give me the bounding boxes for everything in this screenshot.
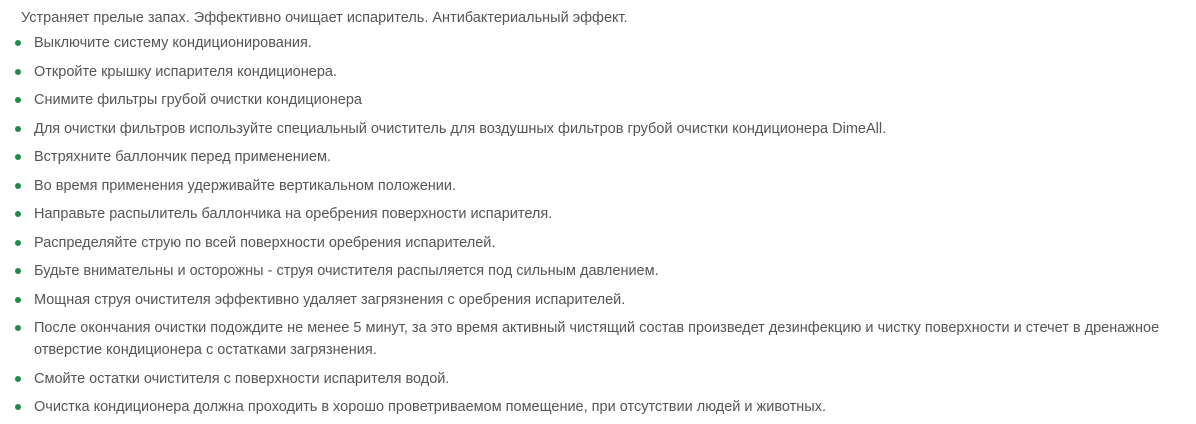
bullet-icon <box>15 376 21 382</box>
list-item-text: Во время применения удерживайте вертикальном положении. <box>34 177 457 194</box>
list-item-text: Для очистки фильтров используйте специальный очиститель для воздушных фильтров грубой очистки кондиционера DimeAll. <box>34 120 887 137</box>
list-item <box>0 203 1196 225</box>
list-item <box>0 232 1196 254</box>
bullet-icon <box>15 40 21 46</box>
list-item <box>0 317 1196 361</box>
list-item-text: Выключите систему кондиционирования. <box>34 35 312 51</box>
bullet-icon <box>15 297 21 303</box>
bullet-icon <box>15 69 21 75</box>
bullet-icon <box>15 154 21 160</box>
list-item-text: Смойте остатки очистителя с поверхности испарителя водой. <box>34 370 450 387</box>
bullet-icon <box>15 268 21 274</box>
list-item-text: Встряхните баллончик перед применением. <box>34 149 331 165</box>
list-item <box>0 61 1196 83</box>
list-item-text: Мощная струя очистителя эффективно удаляет загрязнения с оребрения испарителей. <box>34 291 626 308</box>
list-item <box>0 260 1196 282</box>
intro-text: Устраняет прелые запах. Эффективно очищает испаритель. Антибактериальный эффект. <box>21 10 628 26</box>
list-item-text: Направьте распылитель баллончика на оребрения поверхности испарителя. <box>34 206 553 222</box>
instructions-list <box>0 32 1196 418</box>
list-item <box>0 396 1196 418</box>
list-item <box>0 289 1196 311</box>
list-item-text: Очистка кондиционера должна проходить в хорошо проветриваемом помещение, при отсутствии людей и животных. <box>34 399 826 415</box>
list-item <box>0 118 1196 140</box>
bullet-icon <box>15 211 21 217</box>
bullet-icon <box>15 404 21 410</box>
list-item <box>0 32 1196 54</box>
list-item-text: Снимите фильтры грубой очистки кондиционера <box>34 92 362 108</box>
bullet-icon <box>15 240 21 246</box>
list-item <box>0 146 1196 168</box>
bullet-icon <box>15 97 21 103</box>
list-item-text: Будьте внимательны и осторожны - струя очистителя распыляется под сильным давлением. <box>34 263 659 279</box>
bullet-icon <box>15 183 21 189</box>
list-item-text: После окончания очистки подождите не менее 5 минут, за это время активный чистящий состав произведет дезинфекцию и чистку поверхности и стечет в дренажное отверстие кондиционера с остатками загрязнения. <box>34 320 1160 358</box>
bullet-icon <box>15 325 21 331</box>
list-item <box>0 175 1196 197</box>
list-item <box>0 89 1196 111</box>
bullet-icon <box>15 126 21 132</box>
list-item-text: Распределяйте струю по всей поверхности оребрения испарителей. <box>34 234 496 251</box>
list-item-text: Откройте крышку испарителя кондиционера. <box>34 63 337 80</box>
list-item <box>0 368 1196 390</box>
